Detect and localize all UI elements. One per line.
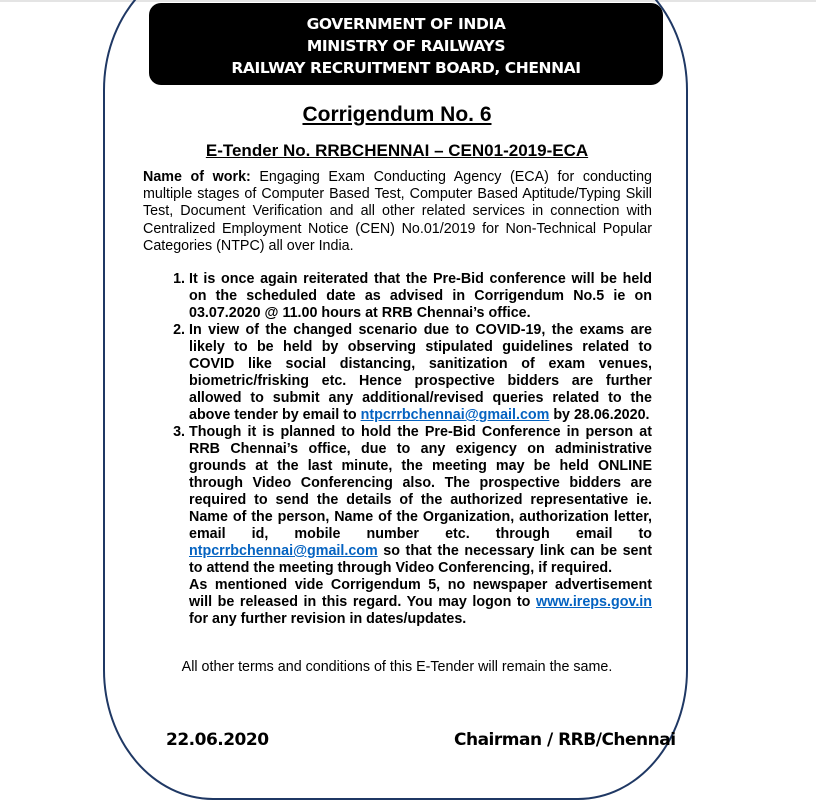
- header-line-board: RAILWAY RECRUITMENT BOARD, CHENNAI: [231, 59, 581, 77]
- email-link[interactable]: ntpcrrbchennai@gmail.com: [360, 407, 550, 423]
- closing-statement: All other terms and conditions of this E-Tender will remain the same.: [181, 659, 613, 675]
- name-of-work-paragraph: [143, 169, 652, 255]
- point-1: [189, 271, 652, 322]
- issue-date: 22.06.2020: [166, 730, 269, 750]
- point-3-note: [189, 577, 652, 628]
- corrigendum-points-list: [140, 271, 652, 628]
- point-2: [189, 322, 652, 424]
- email-link[interactable]: ntpcrrbchennai@gmail.com: [189, 543, 378, 559]
- name-of-work-text: Engaging Exam Conducting Agency (ECA) for conducting multiple stages of Computer Based Test, Computer Based Aptitude/Typing Skill Test, Document Verification and all other related services in connection with Centralized Employment Notice (CEN) No.01/2019 for Non-Technical Popular Categories (NTPC) all over India.: [143, 169, 652, 254]
- ireps-website-link[interactable]: www.ireps.gov.in: [536, 594, 652, 610]
- header-line-ministry: MINISTRY OF RAILWAYS: [306, 37, 506, 55]
- point-3: [189, 424, 652, 628]
- point-3-note-end: for any further revision in dates/updates.: [189, 611, 467, 627]
- point-1-text: It is once again reiterated that the Pre-Bid conference will be held on the scheduled date as advised in Corrigendum No.5 ie on 03.07.2020 @ 11.00 hours at RRB Chennai’s office.: [189, 271, 652, 321]
- point-3-text: Though it is planned to hold the Pre-Bid Conference in person at RRB Chennai’s office, due to any exigency on administrative grounds at the last minute, the meeting may be held ONLINE through Video Conferencing also. The prospective bidders are required to send the details of the authorized representative ie. Name of the person, Name of the Organization, authorization letter, email id, mobile number etc. through email to: [189, 424, 652, 542]
- point-2-text-end: by 28.06.2020.: [549, 407, 650, 423]
- signatory: Chairman / RRB/Chennai: [454, 730, 676, 750]
- header-line-government: GOVERNMENT OF INDIA: [306, 15, 506, 33]
- header-banner: [149, 3, 663, 85]
- point-2-text: In view of the changed scenario due to COVID-19, the exams are likely to be held by observing stipulated guidelines related to COVID like social distancing, sanitization of exam venues, biometric/frisking etc. Hence prospective bidders are further allowed to submit any additional/revised queries related to the above tender by email to: [189, 322, 652, 423]
- document-title: Corrigendum No. 6: [302, 103, 492, 126]
- point-3-text-end: so that the necessary link can be sent to attend the meeting through Video Conferencing, if required.: [189, 543, 652, 576]
- name-of-work-label: Name of work:: [143, 169, 251, 185]
- tender-number: E-Tender No. RRBCHENNAI – CEN01-2019-ECA: [205, 141, 589, 160]
- point-3-note-text: As mentioned vide Corrigendum 5, no newspaper advertisement will be released in this regard. You may logon to: [189, 577, 652, 610]
